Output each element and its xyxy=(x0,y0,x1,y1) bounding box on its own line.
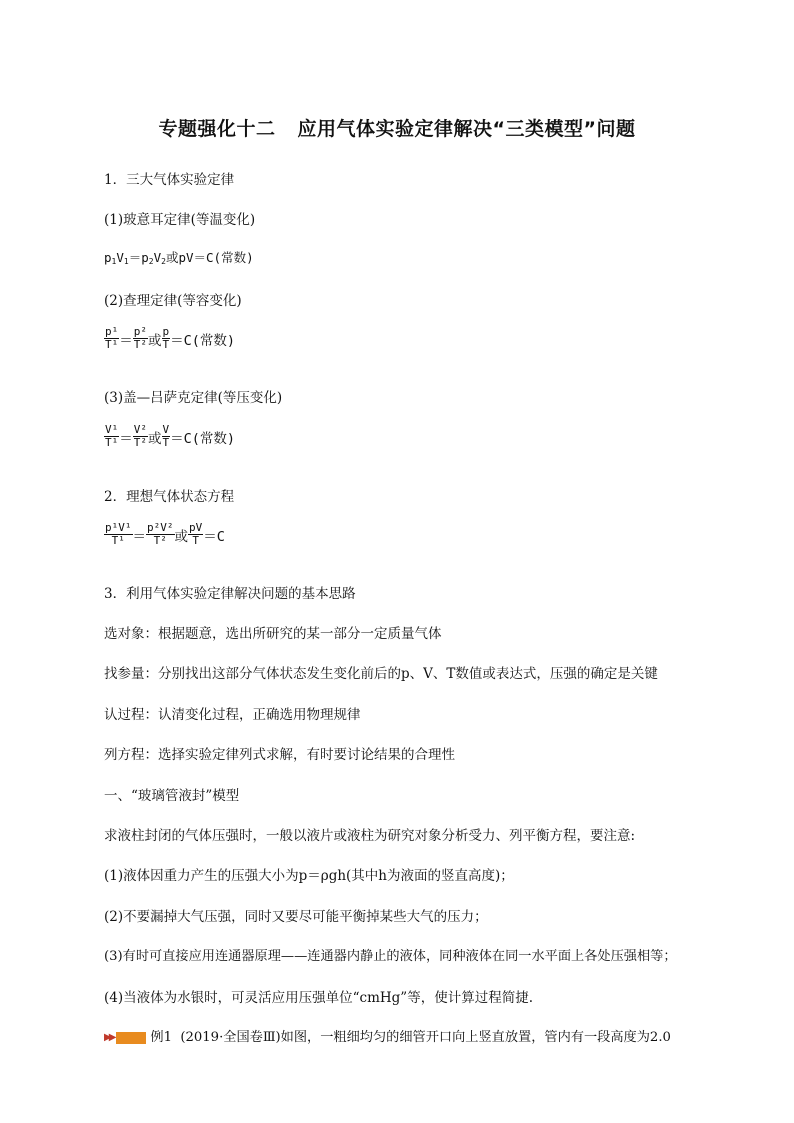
note-3: (3)有时可直接应用连通器原理——连通器内静止的液体，同种液体在同一水平面上各处压强相等； xyxy=(104,949,677,964)
section-1-heading: 1．三大气体实验定律 xyxy=(104,172,235,188)
fraction: $\frac{\text{p¹V¹}}{\text{T¹}}$ xyxy=(105,521,132,547)
example-text: (2019·全国卷Ⅲ)如图，一粗细均匀的细管开口向上竖直放置，管内有一段高度为2.0 xyxy=(180,1030,671,1045)
example-badge xyxy=(104,1032,146,1044)
section-2-heading: 2．理想气体状态方程 xyxy=(104,489,235,505)
step-write-equations: 列方程：选择实验定律列式求解，有时要讨论结果的合理性 xyxy=(104,747,455,763)
charles-heading: (2)查理定律(等容变化) xyxy=(104,293,242,309)
charles-formula: $\frac{\text{p¹}}{\text{T¹}}$ ＝ $\frac{\text{p²}}{\text{T²}}$ 或 $\frac{p}{T}$ ＝C(常数) xyxy=(105,325,236,351)
fraction: $\frac{V}{T}$ xyxy=(162,423,170,449)
gaylussac-heading: (3)盖—吕萨克定律(等压变化) xyxy=(104,390,283,406)
step-select-object: 选对象：根据题意，选出所研究的某一部分一定质量气体 xyxy=(104,626,442,642)
example-1 xyxy=(104,1026,671,1045)
note-4: (4)当液体为水银时，可灵活应用压强单位“cmHg”等，使计算过程简捷. xyxy=(104,990,533,1006)
step-identify-process: 认过程：认清变化过程，正确选用物理规律 xyxy=(104,707,361,723)
ideal-gas-formula: $\frac{\text{p¹V¹}}{\text{T¹}}$ ＝ $\frac{\text{p²V²}}{\text{T²}}$ 或 $\frac{pV}{T}$ ＝C xyxy=(105,521,225,547)
intro-paragraph: 求液柱封闭的气体压强时，一般以液片或液柱为研究对象分析受力、列平衡方程，要注意: xyxy=(104,828,636,844)
fraction: $\frac{\text{V²}}{\text{T²}}$ xyxy=(133,423,147,449)
fraction: $\frac{\text{p¹}}{\text{T¹}}$ xyxy=(105,325,119,351)
fraction: $\frac{\text{V¹}}{\text{T¹}}$ xyxy=(105,423,119,449)
boyle-heading: (1)玻意耳定律(等温变化) xyxy=(104,212,256,228)
title-right: 应用气体实验定律解决“三类模型”问题 xyxy=(297,118,636,140)
fraction: $\frac{pV}{T}$ xyxy=(189,521,203,547)
step-find-parameters: 找参量：分别找出这部分气体状态发生变化前后的p、V、T数值或表达式，压强的确定是关键 xyxy=(104,666,658,682)
fraction: $\frac{\text{p²V²}}{\text{T²}}$ xyxy=(147,521,174,547)
fraction: $\frac{p}{T}$ xyxy=(162,325,170,351)
gaylussac-formula: $\frac{\text{V¹}}{\text{T¹}}$ ＝ $\frac{\text{V²}}{\text{T²}}$ 或 $\frac{V}{T}$ ＝C(常数) xyxy=(105,423,236,449)
model-1-heading: 一、“玻璃管液封”模型 xyxy=(104,788,240,804)
section-3-heading: 3．利用气体实验定律解决问题的基本思路 xyxy=(104,586,356,602)
boyle-formula: $p_1V_1=p_2V_2$或pV＝C(常数) xyxy=(104,250,254,266)
page-title xyxy=(0,114,794,141)
double-arrow-icon: ▶▶ xyxy=(104,1032,114,1043)
example-marker-icon xyxy=(116,1032,146,1044)
example-label: 例1 xyxy=(150,1030,172,1045)
note-2: (2)不要漏掉大气压强，同时又要尽可能平衡掉某些大气的压力； xyxy=(104,909,488,925)
title-left: 专题强化十二 xyxy=(158,118,276,140)
note-1: (1)液体因重力产生的压强大小为p＝ρgh(其中h为液面的竖直高度)； xyxy=(104,868,514,884)
fraction: $\frac{\text{p²}}{\text{T²}}$ xyxy=(133,325,147,351)
